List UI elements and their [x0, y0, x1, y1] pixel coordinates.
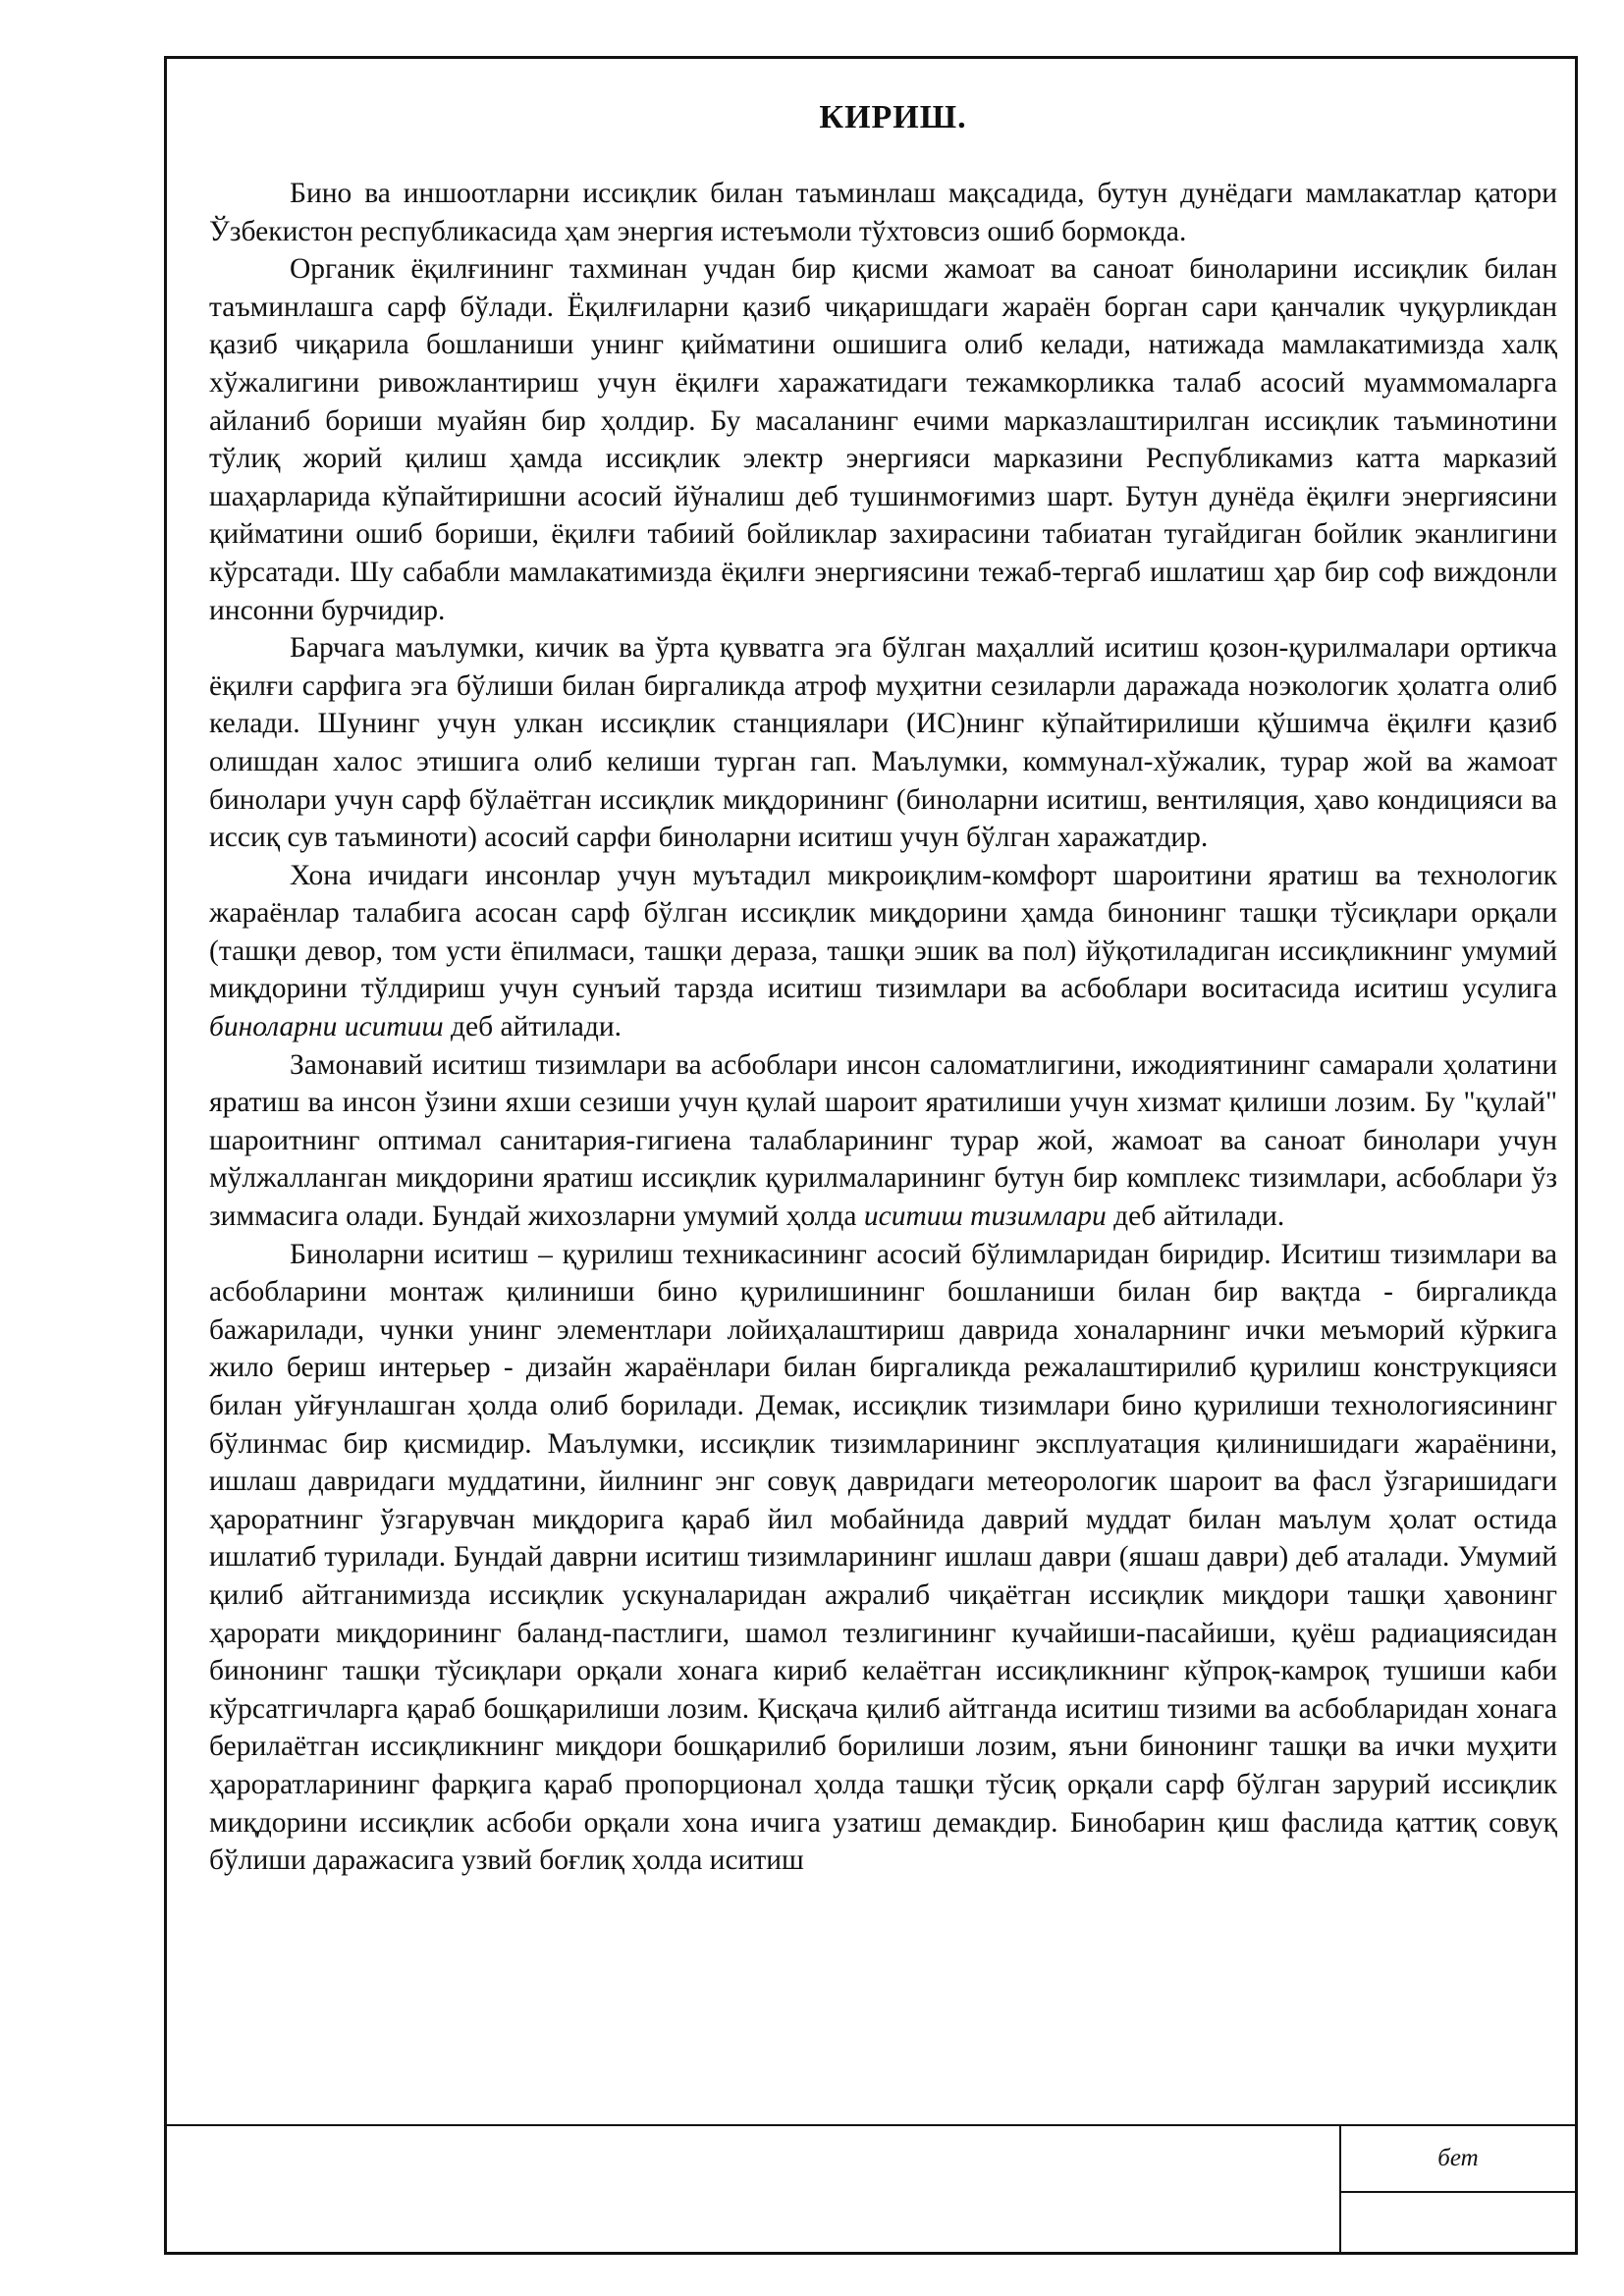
italic-term: биноларни иситиш — [209, 1011, 444, 1043]
paragraph-text: деб айтилади. — [1106, 1201, 1285, 1233]
paragraph — [209, 175, 1557, 250]
title-block — [167, 2124, 1575, 2252]
paragraph-text: Хона ичидаги инсонлар учун муътадил микроиқлим-комфорт шароитини яратиш ва технологик жараёнлар талабига асосан сарф бўлган иссиқлик миқдорини ҳамда бинонинг ташқи тўсиқлари орқали (ташқи девор, том усти ёпилмаси, ташқи дераза, ташқи эшик ва пол) йўқотиладиган иссиқликнинг умумий миқдорини тўлдириш учун сунъий тарзда иситиш тизимлари ва асбоблари воситасида иситиш усулига — [209, 859, 1557, 1005]
page-frame — [164, 56, 1578, 2255]
paragraph — [209, 1236, 1557, 1880]
paragraph — [209, 250, 1557, 629]
paragraph-text: Биноларни иситиш – қурилиш техникасининг асосий бўлимларидан биридир. Иситиш тизимлари ва асбобларини монтаж қилиниши бино қурилишининг бошланиши билан бир вақтда - биргаликда бажарилади, чунки унинг элементлари лойиҳалаштириш даврида хоналарнинг ички меъморий кўркига жило бериш интерьер - дизайн жараёнлари билан биргаликда режалаштирилиб қурилиш конструкцияси билан уйғунлашган ҳолда олиб борилади. Демак, иссиқлик тизимлари бино қурилиши технологиясининг бўлинмас бир қисмидир. Маълумки, иссиқлик тизимларининг эксплуатация қилинишидаги жараёнини, ишлаш давридаги муддатини, йилнинг энг совуқ давридаги метеорологик шароит ва фасл ўзгаришидаги ҳароратнинг ўзгарувчан миқдорига қараб йил мобайнида даврий муддат билан маълум ҳолат остида ишлатиб турилади. Бундай даврни иситиш тизимларининг ишлаш даври (яшаш даври) деб аталади. Умумий қилиб айтганимизда иссиқлик ускуналаридан ажралиб чиқаётган иссиқлик миқдори ташқи ҳавонинг ҳарорати миқдорининг баланд-пастлиги, шамол тезлигининг кучайиши-пасайиши, қуёш радиациясидан бинонинг ташқи тўсиқлари орқали хонага кириб келаётган иссиқликнинг кўпроқ-камроқ тушиши каби кўрсатгичларга қараб бошқарилиши лозим. Қисқача қилиб айтганда иситиш тизими ва асбобларидан хонага берилаётган иссиқликнинг миқдори бошқарилиб борилиши лозим, яъни бинонинг ташқи ва ички муҳити ҳароратларининг фарқига қараб пропорционал ҳолда ташқи тўсиқ орқали сарф бўлган зарурий иссиқлик миқдорини иссиқлик асбоби орқали хона ичига узатиш демакдир. Бинобарин қиш фаслида қаттиқ совуқ бўлиши даражасига узвий боғлиқ ҳолда иситиш — [209, 1238, 1557, 1877]
paragraph-text: Бино ва иншоотларни иссиқлик билан таъминлаш мақсадида, бутун дунёдаги мамлакатлар қатори Ўзбекистон республикасида ҳам энергия истеъмоли тўхтовсиз ошиб бормокда. — [209, 178, 1557, 247]
paragraph-text: деб айтилади. — [443, 1011, 623, 1043]
paragraph — [209, 1046, 1557, 1236]
document-body — [209, 98, 1557, 2120]
paragraph — [209, 857, 1557, 1046]
page-title: КИРИШ. — [819, 99, 967, 135]
italic-term: иситиш тизимлари — [863, 1201, 1107, 1233]
paragraph-text: Органик ёқилғининг тахминан учдан бир қисми жамоат ва саноат биноларини иссиқлик билан таъминлашга сарф бўлади. Ёқилғиларни қазиб чиқаришдаги жараён борган сари қанчалик чуқурликдан қазиб чиқарила бошланиши унинг қийматини ошишига олиб келади, натижада мамлакатимизда халқ хўжалигини ривожлантириш учун ёқилғи харажатидаги тежамкорликка талаб асосий муаммомаларга айланиб бориши муайян бир ҳолдир. Бу масаланинг ечими марказлаштирилган иссиқлик таъминотини тўлиқ жорий қилиш ҳамда иссиқлик электр энергияси марказини Республикамиз катта марказий шаҳарларида кўпайтиришни асосий йўналиш деб тушинмоғимиз шарт. Бутун дунёда ёқилғи энергиясини қийматини ошиб бориши, ёқилғи табиий бойликлар захирасини табиатан тугайдиган бойлик эканлигини кўрсатади. Шу сабабли мамлакатимизда ёқилғи энергиясини тежаб-тергаб ишлатиш ҳар бир соф виждонли инсонни бурчидир. — [209, 253, 1557, 626]
page-number-cell — [1339, 2126, 1575, 2252]
paragraph — [209, 629, 1557, 857]
page-label: бет — [1341, 2126, 1575, 2193]
paragraph-text: Замонавий иситиш тизимлари ва асбоблари инсон саломатлигини, ижодиятининг самарали ҳолатини яратиш ва инсон ўзини яхши сезиши учун қулай шароит яратилиши учун хизмат қилиши лозим. Бу "қулай" шароитнинг оптимал санитария-гигиена талабларининг турар жой, жамоат ва саноат бинолари учун мўлжалланган миқдорини яратиш иссиқлик қурилмаларининг бутун бир комплекс тизимлари, асбоблари ўз зиммасига олади. Бундай жихозларни умумий ҳолда — [209, 1048, 1557, 1233]
page-number — [1341, 2193, 1575, 2252]
paragraph-list — [209, 175, 1557, 1880]
paragraph-text: Барчага маълумки, кичик ва ўрта қувватга эга бўлган маҳаллий иситиш қозон-қурилмалари ортикча ёқилғи сарфига эга бўлиши билан биргаликда атроф муҳитни сезиларли даражада ноэкологик ҳолатга олиб келади. Шунинг учун улкан иссиқлик станциялари (ИС)нинг кўпайтирилиши қўшимча ёқилғи қазиб олишдан халос этишига олиб келиши турган гап. Маълумки, коммунал-хўжалик, турар жой ва жамоат бинолари учун сарф бўлаётган иссиқлик миқдорининг (биноларни иситиш, вентиляция, ҳаво кондицияси ва иссиқ сув таъминоти) асосий сарфи биноларни иситиш учун бўлган харажатдир. — [209, 632, 1557, 854]
